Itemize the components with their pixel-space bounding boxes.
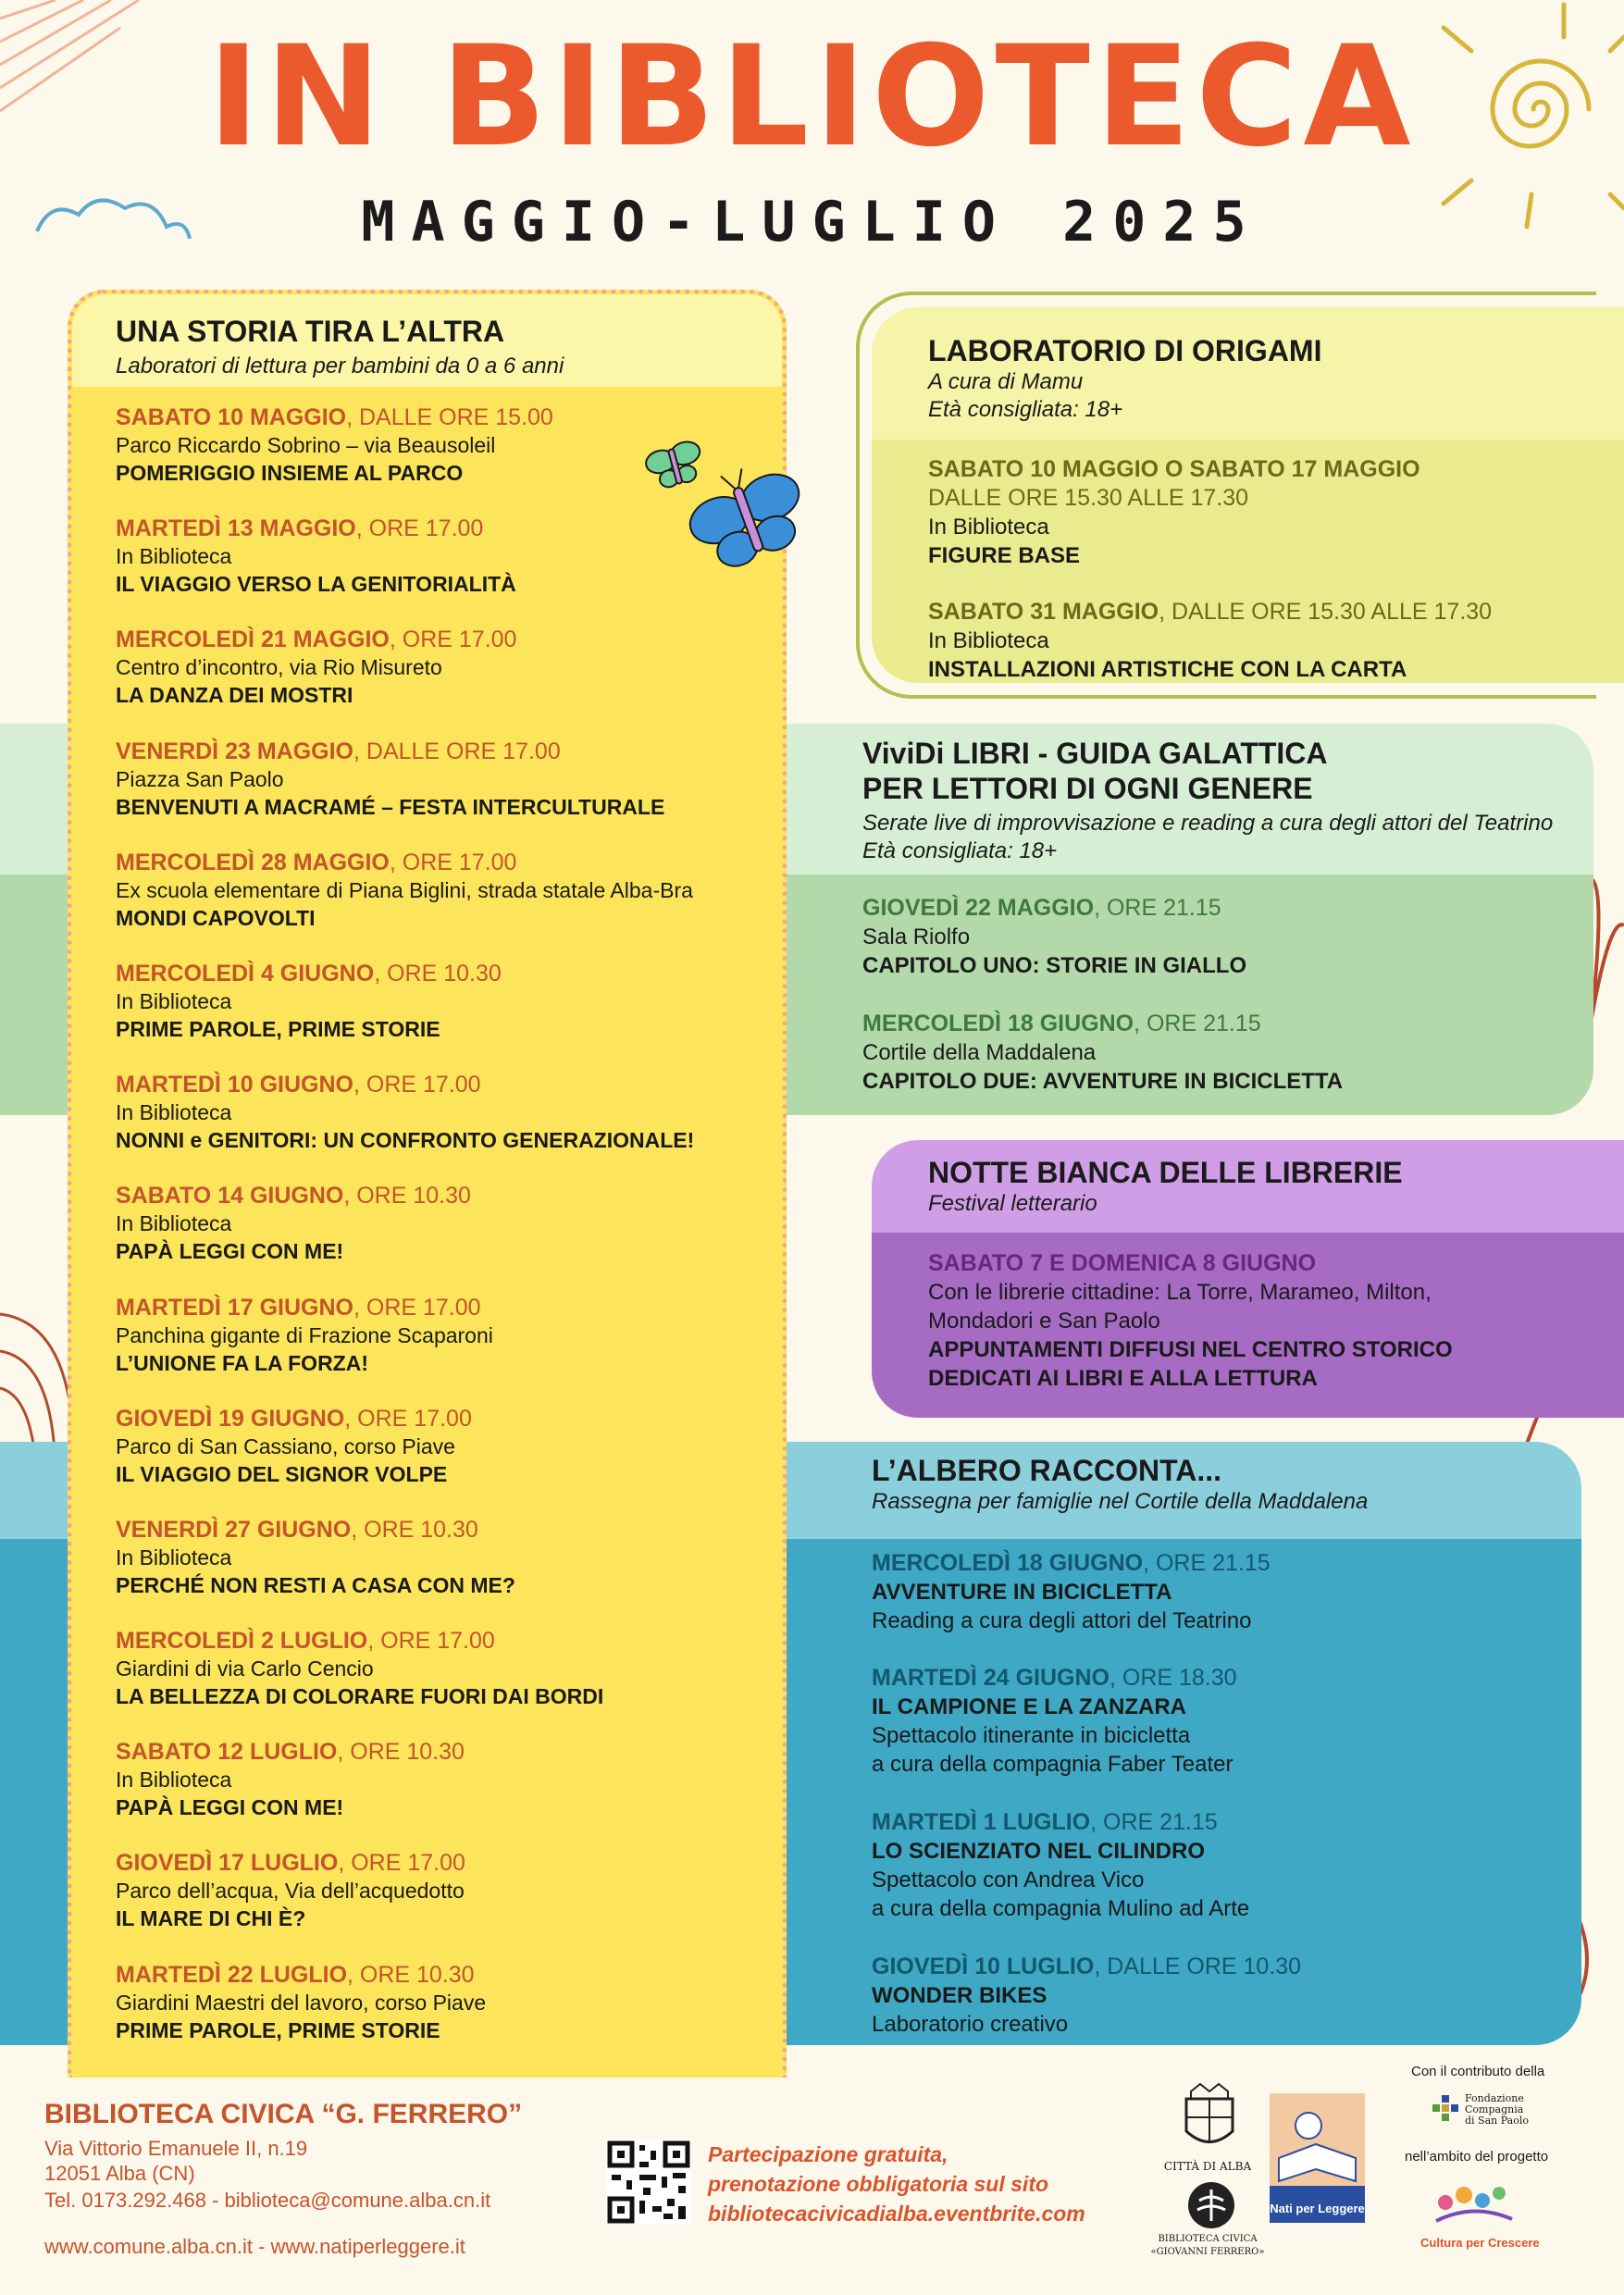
event-day: SABATO 12 LUGLIO	[116, 1739, 338, 1766]
event-day: MARTEDÌ 22 LUGLIO	[116, 1961, 348, 1988]
event-title: IL VIAGGIO VERSO LA GENITORIALITÀ	[116, 572, 516, 597]
event-day: SABATO 14 GIUGNO	[116, 1183, 344, 1210]
event-time: , ORE 21.15	[1090, 1809, 1218, 1835]
website-links[interactable]: www.comune.alba.cn.it - www.natiperleggere.it	[44, 2235, 465, 2258]
booking-note	[708, 2140, 1085, 2228]
event-title: PERCHÉ NON RESTI A CASA CON ME?	[116, 1572, 515, 1597]
storia-event	[116, 1738, 782, 1849]
fondazione-line2: Compagnia	[1465, 2103, 1524, 2115]
event-time: , ORE 18.30	[1109, 1665, 1237, 1691]
event-time: , ORE 17.00	[353, 1294, 481, 1321]
event-title: INSTALLAZIONI ARTISTICHE CON LA CARTA	[928, 657, 1407, 682]
event-title: PAPÀ LEGGI CON ME!	[116, 1239, 344, 1264]
storia-event	[116, 1961, 782, 2072]
event-day: MARTEDÌ 24 GIUGNO	[872, 1665, 1110, 1691]
event-time: DALLE ORE 15.30 ALLE 17.30	[928, 485, 1249, 511]
event-place: In Biblioteca	[116, 1211, 232, 1236]
albero-heading	[872, 1453, 1368, 1516]
event-day: GIOVEDÌ 22 MAGGIO	[862, 895, 1095, 921]
event-time: , DALLE ORE 15.00	[346, 404, 553, 430]
origami-heading	[928, 333, 1321, 424]
booking-note-line2: prenotazione obbligatoria sul sito	[708, 2172, 1049, 2196]
fondazione-line1: Fondazione	[1465, 2092, 1524, 2104]
butterfly-icon	[638, 430, 814, 578]
event-day: MERCOLEDÌ 4 GIUGNO	[116, 960, 375, 986]
event-day: VENERDÌ 23 MAGGIO	[116, 738, 353, 764]
event-place: Ex scuola elementare di Piana Biglini, strada statale Alba-Bra	[116, 877, 693, 902]
event-title: AVVENTURE IN BICICLETTA	[872, 1580, 1172, 1605]
event-place: Piazza San Paolo	[116, 766, 284, 791]
event-detail: Laboratorio creativo	[872, 2012, 1069, 2037]
event-time: , DALLE ORE 17.00	[353, 738, 561, 764]
event-title: LA DANZA DEI MOSTRI	[116, 683, 353, 708]
library-logo-caption1: BIBLIOTECA CIVICA	[1158, 2234, 1258, 2244]
event-place: Panchina gigante di Frazione Scaparoni	[116, 1322, 493, 1347]
event-day: SABATO 7 E DOMENICA 8 GIUGNO	[928, 1250, 1317, 1276]
event-day: GIOVEDÌ 19 GIUGNO	[116, 1405, 345, 1432]
event-title: FIGURE BASE	[928, 543, 1081, 568]
storia-event	[116, 1627, 782, 1738]
event-day: MARTEDÌ 10 GIUGNO	[116, 1072, 353, 1098]
event-place: In Biblioteca	[116, 1768, 232, 1793]
event-time: , ORE 21.15	[1094, 895, 1221, 921]
event-time: , DALLE ORE 10.30	[1094, 1954, 1302, 1979]
event-day: MARTEDÌ 13 MAGGIO	[116, 515, 356, 542]
event-time: , ORE 17.00	[344, 1405, 472, 1432]
event-day: MERCOLEDÌ 18 GIUGNO	[862, 1011, 1134, 1036]
albero-event	[872, 1664, 1575, 1808]
event-day: GIOVEDÌ 10 LUGLIO	[872, 1954, 1095, 1979]
albero-events	[872, 1549, 1575, 2039]
library-contacts[interactable]	[44, 2189, 490, 2213]
event-place: Parco di San Cassiano, corso Piave	[116, 1433, 455, 1458]
event-place: Sala Riolfo	[862, 924, 971, 949]
notte-heading	[928, 1155, 1403, 1218]
storia-event	[116, 738, 782, 849]
event-day: SABATO 10 MAGGIO O SABATO 17 MAGGIO	[928, 456, 1420, 482]
fondazione-logo-icon	[1432, 2093, 1460, 2127]
origami-event	[928, 598, 1492, 684]
storia-event	[116, 626, 782, 737]
event-place: In Biblioteca	[928, 515, 1049, 540]
event-place: In Biblioteca	[928, 628, 1049, 653]
contact-text[interactable]: Tel. 0173.292.468 - biblioteca@comune.alba.cn.it	[44, 2189, 491, 2212]
event-title: CAPITOLO DUE: AVVENTURE IN BICICLETTA	[862, 1069, 1344, 1094]
library-logo-caption2: «GIOVANNI FERRERO»	[1150, 2247, 1265, 2257]
event-day: GIOVEDÌ 17 LUGLIO	[116, 1850, 339, 1877]
notte-event	[928, 1249, 1453, 1393]
event-place: In Biblioteca	[116, 1100, 232, 1125]
event-title: MONDI CAPOVOLTI	[116, 905, 316, 930]
event-detail: a cura della compagnia Faber Teater	[872, 1752, 1233, 1777]
albero-event	[872, 1953, 1575, 2039]
library-websites[interactable]	[44, 2235, 465, 2259]
storia-event	[116, 849, 782, 960]
vividi-age: Età consigliata: 18+	[862, 838, 1058, 863]
library-address-line1: Via Vittorio Emanuele II, n.19	[44, 2137, 308, 2160]
event-title: DEDICATI AI LIBRI E ALLA LETTURA	[928, 1366, 1318, 1391]
booking-link[interactable]: bibliotecacivicadialba.eventbrite.com	[708, 2202, 1085, 2226]
notte-title: NOTTE BIANCA DELLE LIBRERIE	[928, 1156, 1403, 1189]
event-place: Cortile della Maddalena	[862, 1040, 1097, 1065]
event-time: , ORE 10.30	[337, 1739, 465, 1766]
library-address-line2: 12051 Alba (CN)	[44, 2162, 195, 2185]
vividi-heading	[862, 736, 1553, 865]
event-detail: Spettacolo con Andrea Vico	[872, 1867, 1145, 1892]
event-time: , DALLE ORE 15.30 ALLE 17.30	[1159, 599, 1493, 625]
event-place: Parco Riccardo Sobrino – via Beausoleil	[116, 433, 496, 457]
origami-title: LABORATORIO DI ORIGAMI	[928, 334, 1322, 367]
storia-event	[116, 1405, 782, 1516]
fondazione-logo-text	[1465, 2093, 1529, 2127]
event-day: MERCOLEDÌ 18 GIUGNO	[872, 1550, 1144, 1576]
event-title: IL VIAGGIO DEL SIGNOR VOLPE	[116, 1461, 448, 1486]
event-title: PRIME PAROLE, PRIME STORIE	[116, 1016, 440, 1041]
event-day: MERCOLEDÌ 28 MAGGIO	[116, 849, 390, 875]
vividi-event	[862, 894, 1343, 980]
storia-event	[116, 1071, 782, 1182]
cultura-logo-caption: Cultura per Crescere	[1420, 2236, 1540, 2250]
page-subtitle: MAGGIO-LUGLIO 2025	[361, 190, 1263, 254]
city-crest-icon	[1177, 2080, 1242, 2154]
event-time: , ORE 17.00	[367, 1628, 495, 1655]
vividi-title-line2: PER LETTORI DI OGNI GENERE	[862, 772, 1313, 805]
origami-event	[928, 455, 1492, 570]
event-time: , ORE 17.00	[389, 626, 517, 653]
library-name: BIBLIOTECA CIVICA “G. FERRERO”	[44, 2099, 523, 2129]
event-detail: Con le librerie cittadine: La Torre, Marameo, Milton,	[928, 1280, 1432, 1305]
event-title: POMERIGGIO INSIEME AL PARCO	[116, 461, 464, 485]
event-title: BENVENUTI A MACRAMÉ – FESTA INTERCULTURALE	[116, 794, 665, 819]
event-detail: Spettacolo itinerante in bicicletta	[872, 1723, 1191, 1748]
event-place: Centro d’incontro, via Rio Misureto	[116, 655, 442, 680]
event-day: MARTEDÌ 17 GIUGNO	[116, 1294, 353, 1321]
qr-code-icon[interactable]	[606, 2140, 691, 2225]
event-time: , ORE 21.15	[1134, 1011, 1261, 1036]
library-logo-icon	[1186, 2180, 1236, 2230]
storia-title: UNA STORIA TIRA L’ALTRA	[116, 315, 505, 348]
origami-age: Età consigliata: 18+	[928, 397, 1123, 422]
albero-event	[872, 1549, 1575, 1664]
city-logo-caption: CITTÀ DI ALBA	[1163, 2160, 1252, 2173]
event-day: MARTEDÌ 1 LUGLIO	[872, 1809, 1091, 1835]
event-title: L’UNIONE FA LA FORZA!	[116, 1350, 369, 1375]
albero-subtitle: Rassegna per famiglie nel Cortile della Maddalena	[872, 1489, 1369, 1514]
nati-logo-caption: Nati per Leggere	[1270, 2202, 1365, 2215]
event-place: In Biblioteca	[116, 1544, 232, 1569]
page-title: IN BIBLIOTECA	[207, 17, 1417, 178]
event-title: LA BELLEZZA DI COLORARE FUORI DAI BORDI	[116, 1684, 604, 1709]
storia-events	[116, 403, 782, 2072]
event-detail: Mondadori e San Paolo	[928, 1309, 1160, 1334]
event-time: , ORE 10.30	[343, 1183, 471, 1210]
cultura-crescere-icon	[1427, 2175, 1519, 2230]
storia-event	[116, 1182, 782, 1293]
event-detail: a cura della compagnia Mulino ad Arte	[872, 1896, 1250, 1921]
vividi-subtitle: Serate live di improvvisazione e reading a cura degli attori del Teatrino	[862, 811, 1554, 836]
event-detail: Reading a cura degli attori del Teatrino	[872, 1608, 1252, 1633]
event-day: VENERDÌ 27 GIUGNO	[116, 1516, 352, 1543]
event-time: , ORE 10.30	[351, 1516, 478, 1543]
event-time: , ORE 10.30	[374, 960, 502, 986]
event-title: WONDER BIKES	[872, 1983, 1048, 2008]
vividi-events	[862, 894, 1343, 1096]
event-place: In Biblioteca	[116, 988, 232, 1013]
vividi-title-line1: ViviDi LIBRI - GUIDA GALATTICA	[862, 737, 1328, 770]
event-day: SABATO 31 MAGGIO	[928, 599, 1159, 625]
project-label: nell’ambito del progetto	[1405, 2149, 1549, 2165]
storia-event	[116, 1849, 782, 1960]
event-title: IL CAMPIONE E LA ZANZARA	[872, 1694, 1186, 1719]
event-day: MERCOLEDÌ 21 MAGGIO	[116, 626, 390, 653]
albero-title: L’ALBERO RACCONTA...	[872, 1454, 1222, 1487]
storia-event	[116, 1294, 782, 1405]
contribution-label: Con il contributo della	[1411, 2064, 1545, 2079]
notte-subtitle: Festival letterario	[928, 1191, 1097, 1216]
albero-event	[872, 1808, 1575, 1953]
origami-curator: A cura di Mamu	[928, 369, 1084, 394]
storia-event	[116, 960, 782, 1071]
storia-subtitle: Laboratori di lettura per bambini da 0 a 6 anni	[116, 354, 564, 378]
event-place: In Biblioteca	[116, 544, 232, 569]
storia-event	[116, 1516, 782, 1627]
vividi-event	[862, 1010, 1343, 1096]
event-time: , ORE 21.15	[1143, 1550, 1271, 1576]
event-place: Giardini di via Carlo Cencio	[116, 1656, 374, 1681]
event-title: LO SCIENZIATO NEL CILINDRO	[872, 1839, 1206, 1864]
event-day: MERCOLEDÌ 2 LUGLIO	[116, 1628, 368, 1655]
nati-per-leggere-logo	[1270, 2093, 1365, 2223]
event-title: PRIME PAROLE, PRIME STORIE	[116, 2017, 440, 2042]
event-title: NONNI e GENITORI: UN CONFRONTO GENERAZIONALE!	[116, 1128, 695, 1153]
event-time: , ORE 17.00	[338, 1850, 465, 1877]
event-title: PAPÀ LEGGI CON ME!	[116, 1795, 344, 1820]
event-time: , ORE 17.00	[353, 1072, 481, 1098]
event-time: , ORE 17.00	[389, 849, 517, 875]
book-reader-icon	[1270, 2093, 1365, 2186]
event-place: Parco dell’acqua, Via dell’acquedotto	[116, 1879, 465, 1904]
booking-note-line1: Partecipazione gratuita,	[708, 2142, 948, 2166]
event-place: Giardini Maestri del lavoro, corso Piave	[116, 1990, 487, 2015]
event-title: CAPITOLO UNO: STORIE IN GIALLO	[862, 953, 1247, 978]
event-day: SABATO 10 MAGGIO	[116, 404, 347, 430]
fondazione-line3: di San Paolo	[1465, 2115, 1529, 2127]
origami-events	[928, 455, 1492, 684]
event-time: , ORE 17.00	[355, 515, 484, 542]
event-time: , ORE 10.30	[347, 1961, 475, 1988]
event-title: IL MARE DI CHI È?	[116, 1906, 306, 1931]
event-title: APPUNTAMENTI DIFFUSI NEL CENTRO STORICO	[928, 1337, 1453, 1362]
